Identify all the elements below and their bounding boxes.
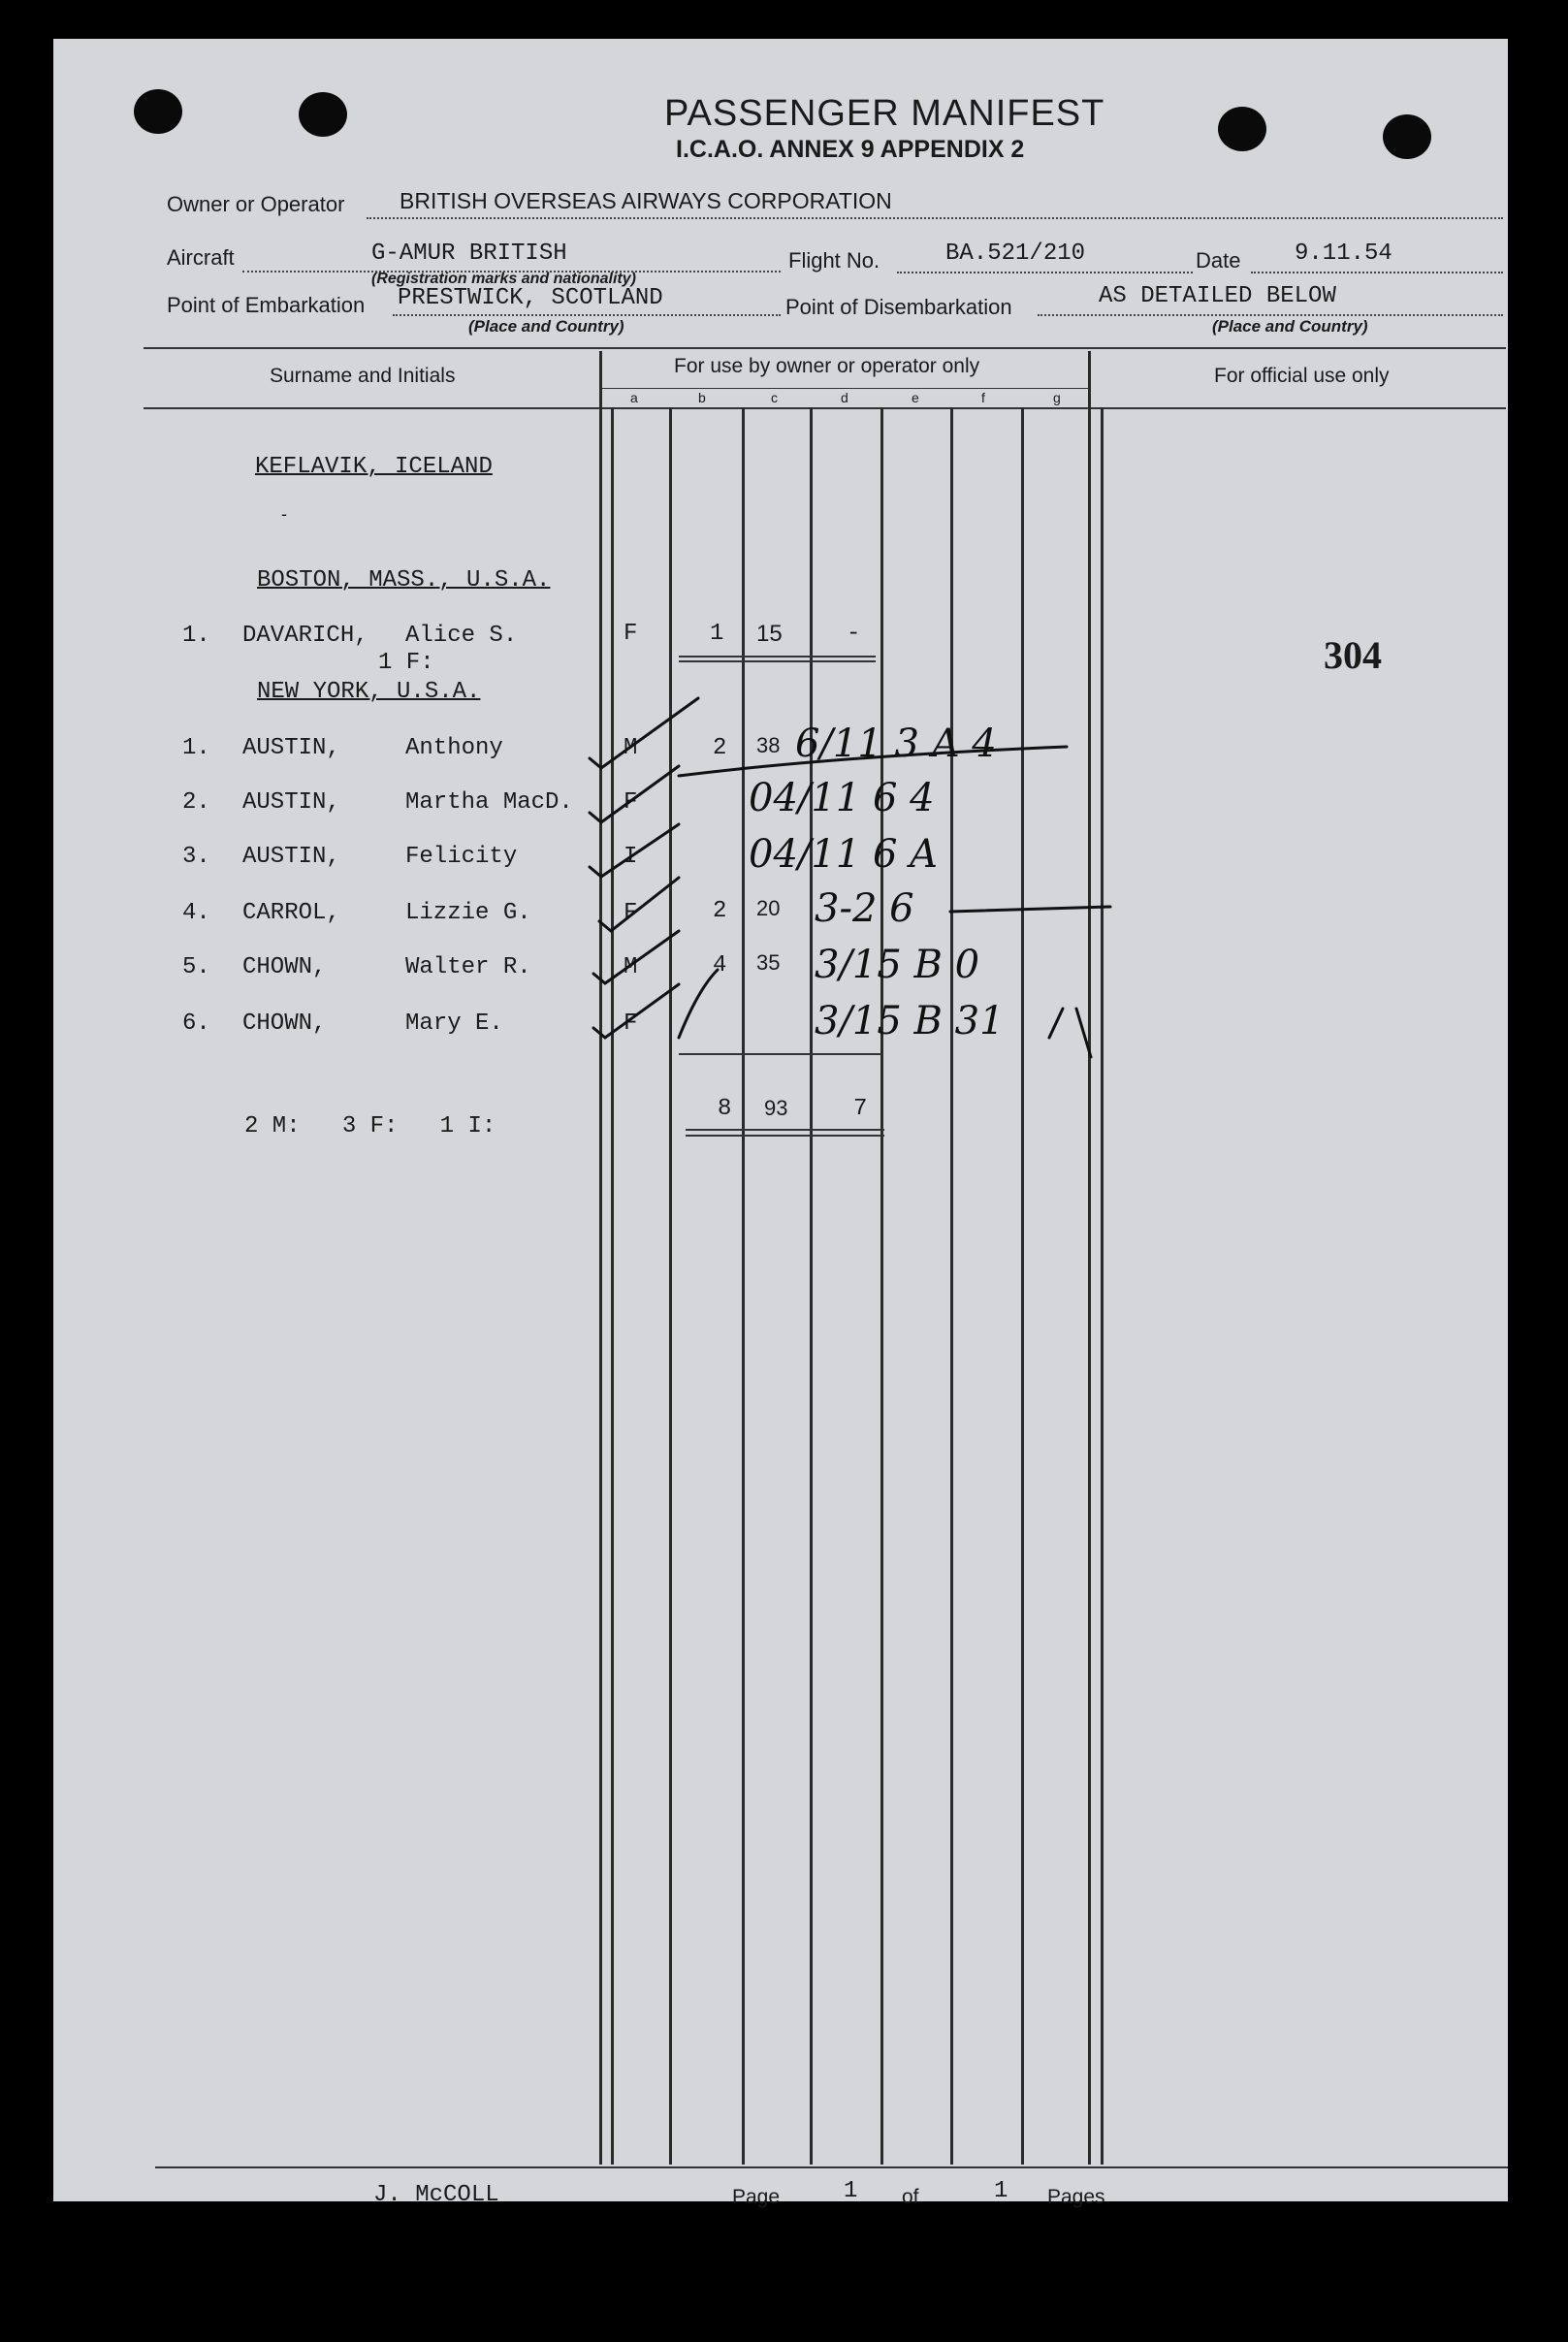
column-divider bbox=[880, 407, 883, 2165]
cell-d: - bbox=[847, 621, 861, 647]
passenger-given-name: Felicity bbox=[405, 844, 518, 870]
cell-a: M bbox=[624, 735, 638, 761]
table-top-rule bbox=[144, 347, 1506, 349]
flight-label: Flight No. bbox=[788, 248, 880, 273]
punch-hole-left-2 bbox=[299, 92, 347, 137]
table-header-rule bbox=[144, 407, 1506, 409]
cell-c: 15 bbox=[756, 621, 783, 647]
handwritten-note: 3-2 6 bbox=[815, 886, 914, 931]
row-number: 3. bbox=[182, 844, 210, 870]
handwritten-note: 6/11 3 A 4 bbox=[795, 722, 997, 766]
passenger-surname: AUSTIN, bbox=[242, 735, 340, 761]
destination-new-york: NEW YORK, U.S.A. bbox=[257, 679, 481, 705]
handwritten-note: 3/15 B 31 bbox=[815, 999, 1005, 1043]
disembarkation-value: AS DETAILED BELOW bbox=[1099, 283, 1336, 309]
passenger-given-name: Walter R. bbox=[405, 954, 531, 980]
owner-dotted-line bbox=[367, 217, 1503, 219]
passenger-surname: AUSTIN, bbox=[242, 844, 340, 870]
column-divider bbox=[669, 407, 672, 2165]
passenger-surname: CHOWN, bbox=[242, 1011, 327, 1037]
row-number: 1. bbox=[182, 735, 210, 761]
page-total: 1 bbox=[994, 2178, 1008, 2204]
col-letter-f: f bbox=[981, 390, 985, 405]
handwritten-note: 04/11 6 A bbox=[749, 832, 939, 877]
passenger-given-name: Anthony bbox=[405, 735, 503, 761]
row-number: 4. bbox=[182, 900, 210, 926]
flight-value: BA.521/210 bbox=[945, 241, 1086, 267]
column-divider bbox=[742, 407, 745, 2165]
passenger-surname: DAVARICH, bbox=[242, 623, 368, 649]
punch-hole-left-1 bbox=[134, 89, 182, 134]
col-letter-d: d bbox=[841, 390, 848, 405]
signed-by: J. McCOLL bbox=[373, 2182, 499, 2208]
col-letter-b: b bbox=[698, 390, 706, 405]
passenger-surname: AUSTIN, bbox=[242, 789, 340, 816]
column-letter-rule bbox=[601, 388, 1091, 389]
column-divider bbox=[1021, 407, 1024, 2165]
col-letter-c: c bbox=[771, 390, 778, 405]
boston-summary: 1 F: bbox=[378, 650, 434, 676]
embarkation-note: (Place and Country) bbox=[468, 317, 624, 336]
destination-boston: BOSTON, MASS., U.S.A. bbox=[257, 567, 551, 594]
row-number: 5. bbox=[182, 954, 210, 980]
passenger-given-name: Lizzie G. bbox=[405, 900, 531, 926]
total-rule bbox=[686, 1135, 884, 1137]
passenger-given-name: Mary E. bbox=[405, 1011, 503, 1037]
date-dotted-line bbox=[1251, 272, 1503, 273]
col-letter-a: a bbox=[630, 390, 638, 405]
punch-hole-right-2 bbox=[1383, 114, 1431, 159]
aircraft-label: Aircraft bbox=[167, 245, 235, 270]
aircraft-dotted-line bbox=[242, 271, 781, 273]
cell-a: F bbox=[624, 621, 638, 647]
passenger-given-name: Martha MacD. bbox=[405, 789, 573, 816]
column-divider bbox=[950, 407, 953, 2165]
passenger-surname: CHOWN, bbox=[242, 954, 327, 980]
manifest-title: PASSENGER MANIFEST bbox=[664, 93, 1105, 134]
cell-c: 35 bbox=[756, 950, 781, 975]
new-york-summary: 2 M: 3 F: 1 I: bbox=[244, 1113, 496, 1139]
cell-b: 2 bbox=[713, 898, 727, 924]
cell-c: 38 bbox=[756, 733, 781, 757]
aircraft-note: (Registration marks and nationality) bbox=[371, 271, 636, 287]
row-number: 1. bbox=[182, 623, 210, 649]
total-c: 93 bbox=[764, 1096, 788, 1120]
disembarkation-note: (Place and Country) bbox=[1212, 317, 1368, 336]
passenger-given-name: Alice S. bbox=[405, 623, 518, 649]
cell-a: F bbox=[624, 789, 638, 816]
disembarkation-dotted-line bbox=[1038, 314, 1503, 316]
handwritten-note: 04/11 6 4 bbox=[749, 776, 935, 820]
total-rule bbox=[679, 1053, 882, 1055]
flight-dotted-line bbox=[897, 272, 1193, 273]
surname-header: Surname and Initials bbox=[270, 365, 456, 387]
official-use-header: For official use only bbox=[1214, 365, 1390, 387]
cell-b: 2 bbox=[713, 735, 727, 761]
official-stamp-number: 304 bbox=[1324, 633, 1382, 677]
stray-mark: - bbox=[281, 504, 287, 524]
passenger-surname: CARROL, bbox=[242, 900, 340, 926]
cell-a: F bbox=[624, 900, 638, 926]
date-value: 9.11.54 bbox=[1295, 241, 1392, 267]
owner-label: Owner or Operator bbox=[167, 192, 345, 216]
handwritten-note: 3/15 B 0 bbox=[815, 943, 980, 987]
embarkation-dotted-line bbox=[393, 314, 781, 316]
page-number: 1 bbox=[844, 2178, 858, 2204]
cell-b: 1 bbox=[710, 621, 724, 647]
manifest-subtitle: I.C.A.O. ANNEX 9 APPENDIX 2 bbox=[676, 136, 1025, 163]
cell-a: F bbox=[624, 1011, 638, 1037]
disembarkation-label: Point of Disembarkation bbox=[785, 295, 1012, 319]
total-d: 7 bbox=[853, 1096, 868, 1122]
footer-rule bbox=[155, 2166, 1508, 2168]
embarkation-label: Point of Embarkation bbox=[167, 293, 366, 317]
cell-c: 20 bbox=[756, 896, 781, 920]
cell-a: M bbox=[624, 954, 638, 980]
punch-hole-right-1 bbox=[1218, 107, 1266, 151]
date-label: Date bbox=[1196, 248, 1241, 273]
col-letter-e: e bbox=[912, 390, 919, 405]
column-divider bbox=[599, 351, 602, 2165]
total-rule bbox=[686, 1129, 884, 1131]
owner-value: BRITISH OVERSEAS AIRWAYS CORPORATION bbox=[400, 188, 892, 213]
cell-b: 4 bbox=[713, 952, 727, 979]
column-divider bbox=[611, 407, 614, 2165]
total-b: 8 bbox=[718, 1096, 732, 1122]
embarkation-value: PRESTWICK, SCOTLAND bbox=[398, 285, 663, 311]
subtotal-rule bbox=[679, 656, 876, 658]
pages-label: Pages bbox=[1047, 2186, 1105, 2208]
destination-keflavik: KEFLAVIK, ICELAND bbox=[255, 454, 493, 480]
column-divider bbox=[1101, 407, 1104, 2165]
column-divider bbox=[810, 407, 813, 2165]
aircraft-value: G-AMUR BRITISH bbox=[371, 241, 567, 267]
of-label: of bbox=[902, 2186, 919, 2208]
col-letter-g: g bbox=[1053, 390, 1061, 405]
column-divider bbox=[1088, 351, 1091, 2165]
cell-a: I bbox=[624, 844, 638, 870]
owner-use-header: For use by owner or operator only bbox=[674, 355, 980, 377]
row-number: 6. bbox=[182, 1011, 210, 1037]
subtotal-rule bbox=[679, 660, 876, 662]
row-number: 2. bbox=[182, 789, 210, 816]
page-label: Page bbox=[732, 2186, 781, 2208]
